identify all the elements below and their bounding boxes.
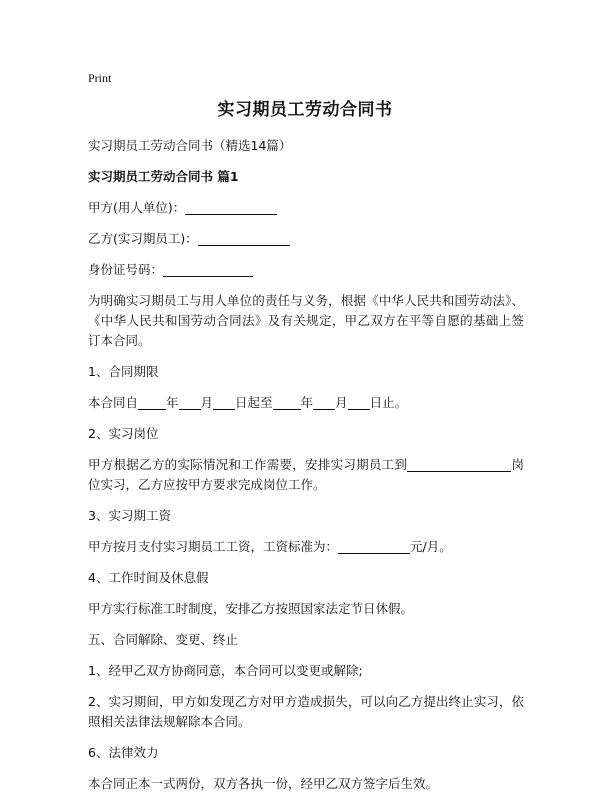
position-text-2: 岗位实习，乙方应按甲方要求完成岗位工作。 <box>88 457 524 492</box>
wage-text-2: 元/月。 <box>410 539 452 554</box>
wage-line <box>88 537 522 557</box>
intro-paragraph: 为明确实习期员工与用人单位的责任与义务，根据《中华人民共和国劳动法》、《中华人民共和国劳动合同法》及有关规定，甲乙双方在平等自愿的基础上签订本合同。 <box>88 293 524 348</box>
position-paragraph <box>88 455 524 495</box>
party-a-field <box>88 198 522 218</box>
sec2-heading: 2、实习岗位 <box>88 426 159 441</box>
term-text-4: 日起至 <box>235 395 273 410</box>
term-text-5: 年 <box>300 395 314 410</box>
term-text-3: 月 <box>200 395 214 410</box>
contract-term-line <box>88 393 522 413</box>
start-month-blank <box>179 395 201 410</box>
sec1-heading: 1、合同期限 <box>88 364 159 379</box>
document-subtitle: 实习期员工劳动合同书（精选14篇） <box>88 138 292 153</box>
sec3-heading: 3、实习期工资 <box>88 508 171 523</box>
party-b-field <box>88 229 522 249</box>
sec4-body: 甲方实行标准工时制度，安排乙方按照国家法定节日休假。 <box>88 601 414 616</box>
sec6-body: 本合同正本一式两份，双方各执一份，经甲乙双方签字后生效。 <box>88 776 439 791</box>
end-day-blank <box>348 395 370 410</box>
section-heading: 实习期员工劳动合同书 篇1 <box>88 169 239 184</box>
sec5-item1: 1、经甲乙双方协商同意，本合同可以变更或解除; <box>88 663 363 678</box>
print-link[interactable]: Print <box>88 71 112 85</box>
wage-text-1: 甲方按月支付实习期员工工资，工资标准为： <box>88 539 339 554</box>
id-number-blank <box>163 262 253 277</box>
term-text-2: 年 <box>166 395 179 410</box>
sec5-heading: 五、合同解除、变更、终止 <box>88 632 239 647</box>
party-b-label: 乙方(实习期员工)： <box>88 231 198 246</box>
position-blank <box>407 457 511 472</box>
start-day-blank <box>213 395 235 410</box>
party-a-blank <box>185 200 277 215</box>
term-text-6: 月 <box>335 395 348 410</box>
sec6-heading: 6、法律效力 <box>88 745 159 760</box>
term-text-1: 本合同自 <box>88 395 139 410</box>
wage-blank <box>338 539 410 554</box>
end-year-blank <box>273 395 301 410</box>
term-text-7: 日止。 <box>369 395 408 410</box>
party-b-blank <box>198 231 290 246</box>
id-number-label: 身份证号码： <box>88 262 164 277</box>
start-year-blank <box>138 395 166 410</box>
party-a-label: 甲方(用人单位)： <box>88 200 186 215</box>
sec4-heading: 4、工作时间及休息假 <box>88 570 209 585</box>
document-title: 实习期员工劳动合同书 <box>217 100 393 120</box>
position-text-1: 甲方根据乙方的实际情况和工作需要，安排实习期员工到 <box>88 457 408 472</box>
sec5-item2: 2、实习期间，甲方如发现乙方对甲方造成损失，可以向乙方提出终止实习，依照相关法律法规解除本合同。 <box>88 694 524 729</box>
id-number-field <box>88 260 522 280</box>
end-month-blank <box>313 395 335 410</box>
